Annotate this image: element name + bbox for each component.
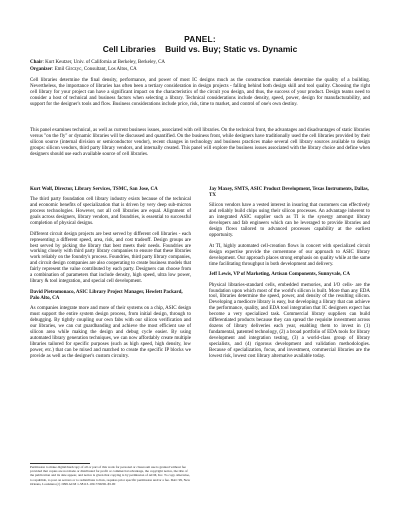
organizer-text: : Emil Girczyc, Consultant, Los Altos, CA <box>51 67 137 72</box>
copyright-footnote: Permission to make digital/hardcopy of all or part of this work for personal or classroom use is granted without fee provided that copies are not made or distributed for profit or commercial advantage, the copyright notice, the title of the publication and its date appear, and notice is given that copying is by permission of ACM, Inc. To copy otherwise, to republish, to post on servers or to redistribute to lists, requires prior specific permission and/or a fee. DAC 99, New Orleans, Louisiana (c) 1999 ACM 1-58113-109-7/99/06..$5.00 <box>30 465 191 486</box>
panelist-paragraph: Physical libraries-standard cells, embedded memories, and I/O cells- are the foundation upon which most of the world's silicon is built. More than any EDA tool, libraries determine the speed, power, and density of the resulting silicon. Developing a mediocre library is easy, but developing a library that can achieve the performance, quality, and EDA tool integration that IC designers expect has become a very specialized task. Commercial library suppliers can build differentiated products because they can spread the requisite investment across dozens of library deliveries each year, enabling them to invest in (1) fundamental, patented technology, (2) a broad portfolio of EDA tools for library development and integration testing, (3) a world-class group of library specialists, and (4) rigorous development and validation methodologies. Because of specialization, focus, and investment, commercial libraries are the lowest risk, lowest cost library alternative available today. <box>209 282 370 359</box>
panelist-paragraph: As companies integrate more and more of their systems on a chip, ASIC design must support the entire system design process, from initial design, through to debugging. By tightly coupling our own fabs with our silicon verification and our libraries, we can cut guardbanding and achieve the most efficient use of silicon area while making the design and debug cycle easier. By using automated library generation techniques, we can now affordably create multiple libraries tailored for specific purposes (such as high speed, high density, low power, etc.) that can be mixed and matched to create the specific IP blocks we provide as well as the designer's custom circuitry. <box>30 306 191 359</box>
left-column <box>30 187 191 364</box>
panelist-heading: Kurt Wolf, Director, Library Services, TSMC, San Jose, CA <box>30 187 158 192</box>
panelist-paragraph: Silicon vendors have a vested interest in insuring that customers can effectively and reliably build chips using their silicon processes. An advantage inherent to an integrated ASIC supplier such as TI is the synergy amongst library developers and fab engineers which can be leveraged to provide libraries and design flows tailored to advanced processes capability at the earliest opportunity. <box>209 203 370 238</box>
footnote-divider <box>30 463 90 464</box>
panel-label: PANEL: <box>184 34 216 44</box>
organizer-label: Organizer <box>30 67 52 72</box>
intro-paragraph: Cell libraries determine the final density, performance, and power of most IC designs much as the construction materials determine the quality of a building. Nevertheless, the importance of libraries has often been a tertiary consideration in design projects - falling behind both design skill and tool quality. Choosing the right cell library for your project can have a significant impact on the characteristics of the circuit you design, and thus, the success of your product. Design teams need to consider a host of technical and business factors when selecting a library. Technical considerations include density, speed, power, design for manufacturability, and support for the designer's tools and flow. Business considerations include price, risk, time to market, and control of one's own destiny. <box>30 78 370 107</box>
intro-paragraph: This panel examines technical, as well as current business issues, associated with cell libraries. On the technical front, the advantages and disadvantages of static libraries versus "on the fly" or dynamic libraries will be discussed and quantified. On the business front, while designers have traditionally used the cell libraries provided by their silicon source (internal division or semiconductor vendor), recent changes in technology and business practices make several cell library sources available to design groups: silicon vendors, third party library vendors, and internally created. This panel will explore the business issues associated with the library choice and define when designers should use each available source of cell libraries. <box>30 128 370 157</box>
panelist-heading: Jeff Lewis, VP of Marketing, Artisan Components, Sunnyvale, CA <box>209 272 351 278</box>
panelist-paragraph: At TI, highly automated cell-creation flows in concert with specialized circuit design expertise provide the cornerstone of our approach to ASIC library development. Our approach places strong emphasis on quality while at the same time facilitating throughput in both development and delivery. <box>209 243 370 267</box>
chair-text: : Kurt Keutzer, Univ. of California at Berkeley, Berkeley, CA <box>42 60 166 65</box>
right-column <box>209 187 370 364</box>
panelist-paragraph: The third party foundation cell library industry exists because of the technical and economic benefits of specialization that is driven by very deep sub-micron process technologies. However, not all cell libraries are equal. Alignment of goals across designers, library vendors, and foundries, is essential to successful completion of physical designs. <box>30 197 191 226</box>
chair-line <box>30 60 370 66</box>
panelist-heading: David Pietromonaco, ASIC Library Project Manager, Hewlett Packard, Palo Alto, CA <box>30 289 183 302</box>
panelist-paragraph: Different circuit design projects are best served by different cell libraries - each representing a different speed, area, risk, and cost tradeoff. Design groups are best served by picking the library that best meets their needs. Foundries are working closely with third party library companies to ensure that these libraries work reliably on the foundry's process. Foundries, third party library companies, and circuit design companies are also cooperating to create business models that fairly represent the value contributed by each party. Designers can choose from a combination of parameters that include density, high speed, ultra low power, library & tool integration, and special cell development. <box>30 231 192 284</box>
chair-label: Chair <box>30 60 43 65</box>
page-title: Cell Libraries Build vs. Buy; Static vs. Dynamic <box>102 44 298 54</box>
organizer-line <box>30 67 370 73</box>
panelist-heading: Jay Maxey, SMTS, ASIC Product Development, Texas Instruments, Dallas, TX <box>209 187 369 199</box>
